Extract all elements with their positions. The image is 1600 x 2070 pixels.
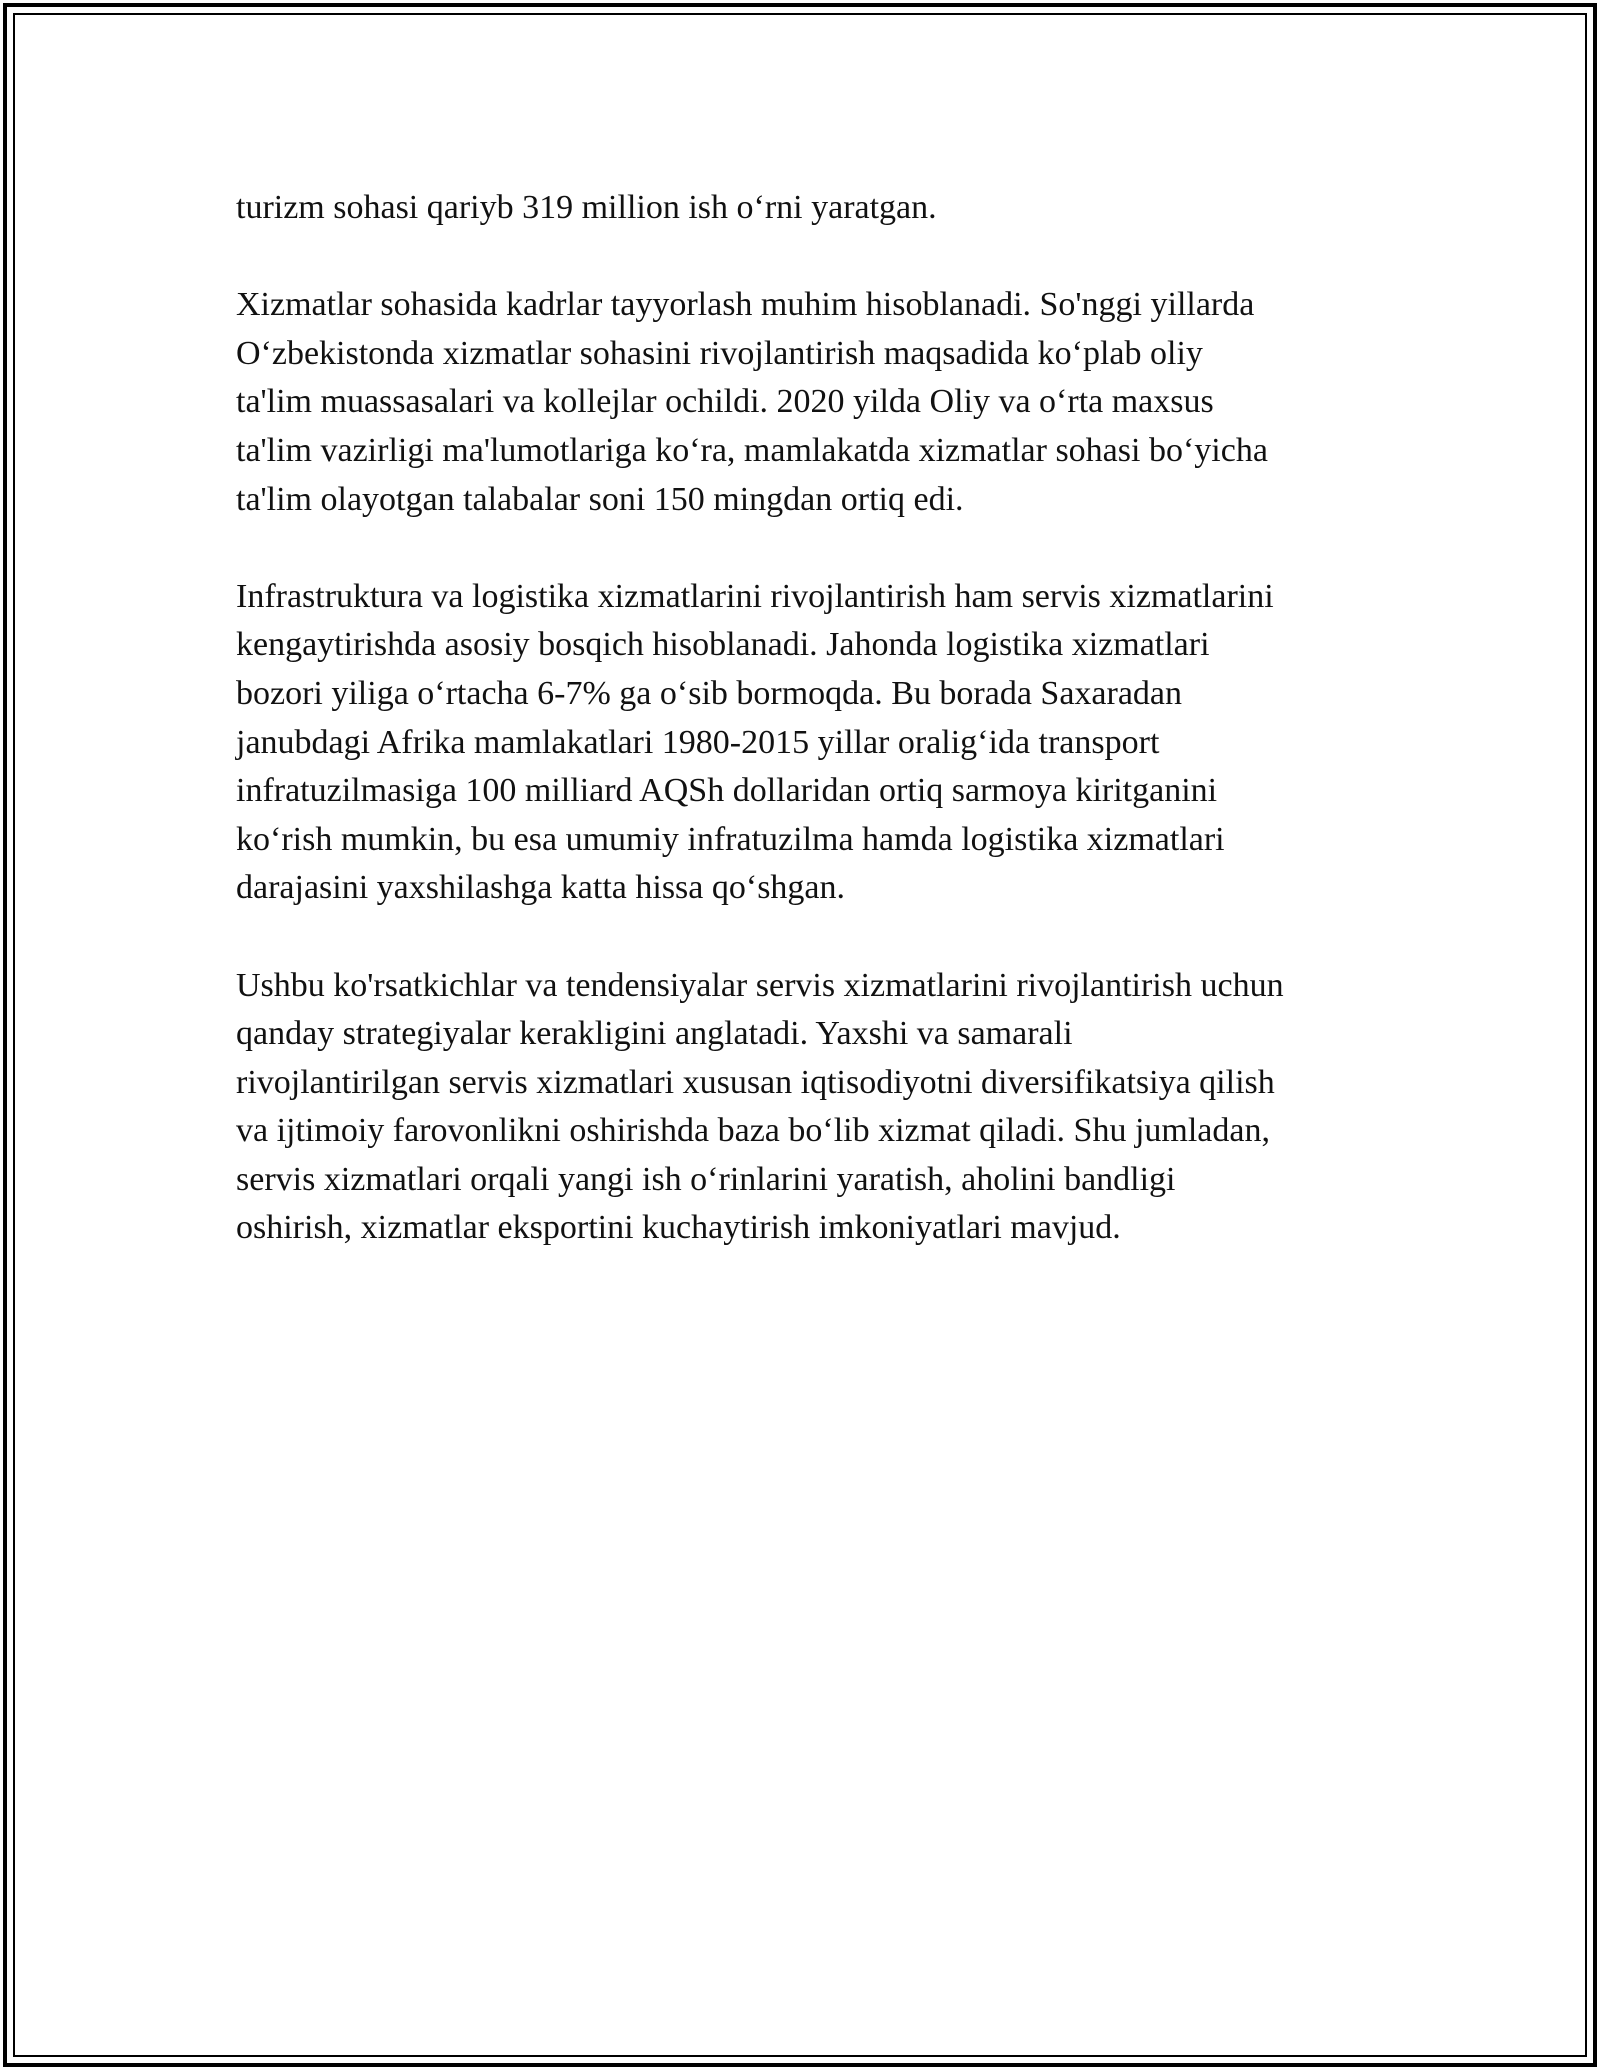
text-line: Infrastruktura va logistika xizmatlarini rivojlantirish ham servis xizmatlarini <box>236 577 1274 615</box>
text-line: kengaytirishda asosiy bosqich hisoblanadi. Jahonda logistika xizmatlari <box>236 626 1210 664</box>
text-line: qanday strategiyalar kerakligini anglatadi. Yaxshi va samarali <box>236 1015 1073 1053</box>
text-line: ta'lim muassasalari va kollejlar ochildi. 2020 yilda Oliy va o‘rta maxsus <box>236 383 1214 421</box>
paragraph-4 <box>236 962 1386 1254</box>
text-line: va ijtimoiy farovonlikni oshirishda baza bo‘lib xizmat qiladi. Shu jumladan, <box>236 1112 1270 1150</box>
text-line: rivojlantirilgan servis xizmatlari xususan iqtisodiyotni diversifikatsiya qilish <box>236 1063 1275 1101</box>
text-line: O‘zbekistonda xizmatlar sohasini rivojlantirish maqsadida ko‘plab oliy <box>236 334 1203 372</box>
text-line: bozori yiliga o‘rtacha 6-7% ga o‘sib bormoqda. Bu borada Saxaradan <box>236 674 1183 712</box>
text-line: infratuzilmasiga 100 milliard AQSh dollaridan ortiq sarmoya kiritganini <box>236 772 1218 810</box>
paragraph-1 <box>236 184 1386 233</box>
text-line: servis xizmatlari orqali yangi ish o‘rinlarini yaratish, aholini bandligi <box>236 1160 1176 1198</box>
text-line: darajasini yaxshilashga katta hissa qo‘shgan. <box>236 869 846 907</box>
text-line: janubdagi Afrika mamlakatlari 1980-2015 yillar oralig‘ida transport <box>236 723 1160 761</box>
text-line: ta'lim olayotgan talabalar soni 150 mingdan ortiq edi. <box>236 480 964 518</box>
text-line: ko‘rish mumkin, bu esa umumiy infratuzilma hamda logistika xizmatlari <box>236 820 1225 858</box>
paragraph-3 <box>236 573 1386 913</box>
text-line: Ushbu ko'rsatkichlar va tendensiyalar servis xizmatlarini rivojlantirish uchun <box>236 966 1284 1004</box>
text-line: turizm sohasi qariyb 319 million ish o‘rni yaratgan. <box>236 189 937 226</box>
document-body <box>236 184 1386 1302</box>
text-line: oshirish, xizmatlar eksportini kuchaytirish imkoniyatlari mavjud. <box>236 1209 1121 1247</box>
text-line: ta'lim vazirligi ma'lumotlariga ko‘ra, mamlakatda xizmatlar sohasi bo‘yicha <box>236 431 1268 469</box>
paragraph-2 <box>236 281 1386 524</box>
text-line: Xizmatlar sohasida kadrlar tayyorlash muhim hisoblanadi. So'nggi yillarda <box>236 286 1255 324</box>
